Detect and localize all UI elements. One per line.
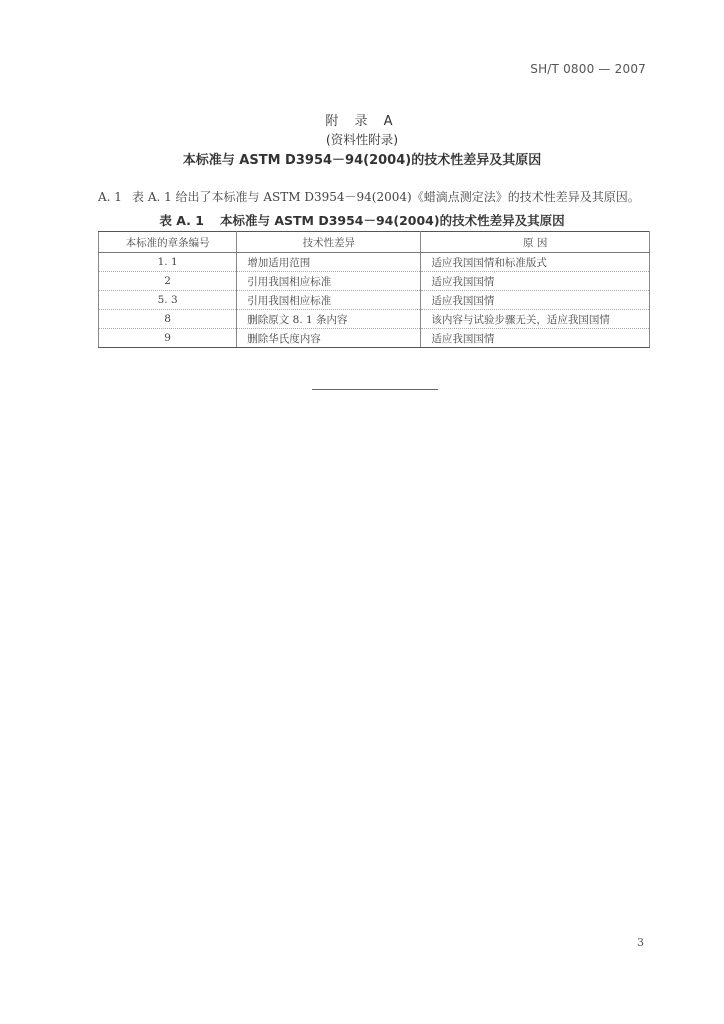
header-reason: 原 因 (421, 232, 650, 253)
table-row (99, 329, 650, 348)
cell-clause: 1. 1 (99, 253, 237, 272)
table-row (99, 253, 650, 272)
paragraph-number: A. 1 (98, 190, 122, 204)
table-row (99, 310, 650, 329)
cell-difference: 引用我国相应标准 (237, 272, 421, 291)
table-row (99, 291, 650, 310)
end-of-appendix-rule (312, 389, 438, 390)
header-technical-difference: 技术性差异 (237, 232, 421, 253)
paragraph-text: 表 A. 1 给出了本标准与 ASTM D3954－94(2004)《蜡滴点测定法》的技术性差异及其原因。 (132, 190, 640, 204)
cell-clause: 5. 3 (99, 291, 237, 310)
header-clause-number: 本标准的章条编号 (99, 232, 237, 253)
standard-code: SH/T 0800 — 2007 (530, 62, 646, 76)
cell-difference: 删除华氏度内容 (237, 329, 421, 348)
cell-clause: 9 (99, 329, 237, 348)
appendix-heading: 本标准与 ASTM D3954－94(2004)的技术性差异及其原因 (182, 153, 542, 168)
table-caption-number: 表 A. 1 (159, 213, 204, 228)
technical-differences-table (98, 231, 650, 348)
cell-clause: 8 (99, 310, 237, 329)
cell-reason: 适应我国国情 (421, 291, 650, 310)
cell-reason: 适应我国国情和标准版式 (421, 253, 650, 272)
cell-difference: 删除原文 8. 1 条内容 (237, 310, 421, 329)
appendix-type: (资料性附录) (325, 132, 399, 147)
page-number: 3 (637, 936, 644, 949)
cell-reason: 适应我国国情 (421, 329, 650, 348)
table-header-row (99, 232, 650, 253)
cell-difference: 增加适用范围 (237, 253, 421, 272)
cell-difference: 引用我国相应标准 (237, 291, 421, 310)
table-caption-title: 本标准与 ASTM D3954－94(2004)的技术性差异及其原因 (219, 213, 565, 228)
paragraph-a1 (98, 188, 640, 205)
cell-clause: 2 (99, 272, 237, 291)
cell-reason: 该内容与试验步骤无关，适应我国国情 (421, 310, 650, 329)
appendix-title: 附 录 A (325, 114, 399, 129)
table-caption (0, 211, 724, 229)
cell-reason: 适应我国国情 (421, 272, 650, 291)
table-row (99, 272, 650, 291)
